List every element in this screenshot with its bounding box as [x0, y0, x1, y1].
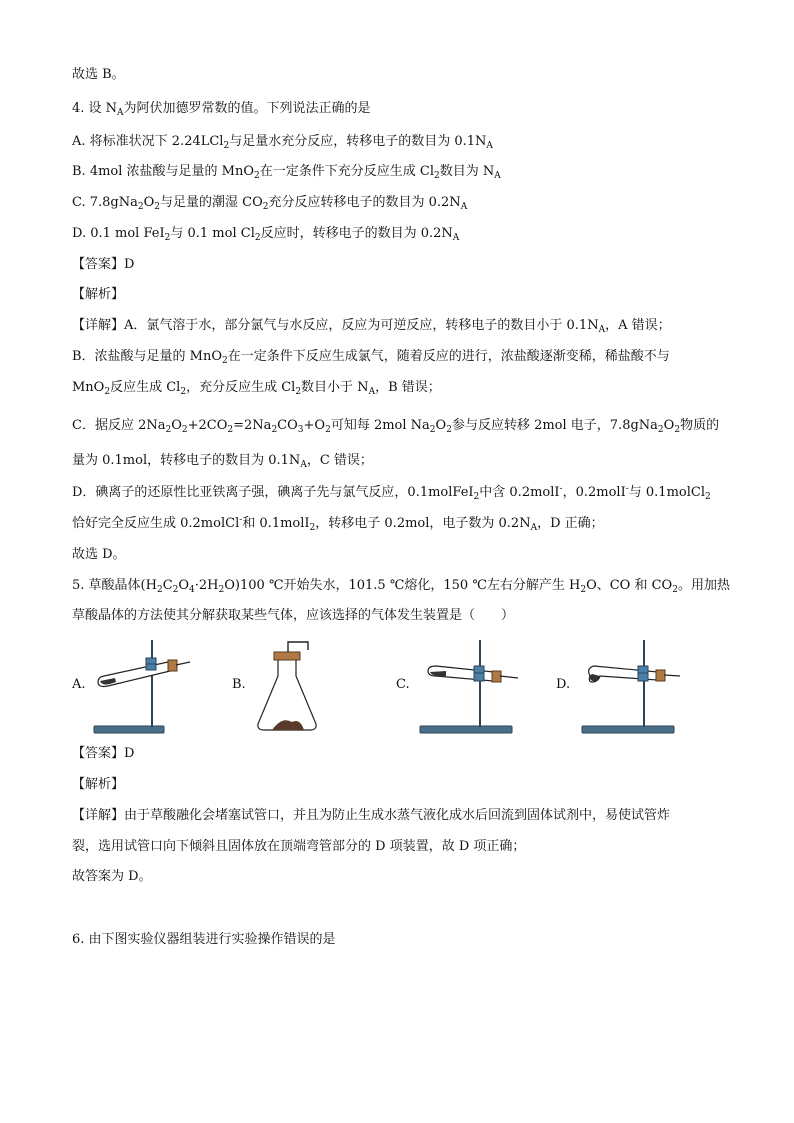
- q5-stem-line1: 5. 草酸晶体$(H_2C_2O_4\cdot 2H_2O)100$ ℃开始失水，101.5 ℃熔化，150 ℃左右分解产生 $H_2O$、CO 和 $CO_2$。用加热: [72, 578, 730, 595]
- q4-stem: 4. 设 $N_A$为阿伏加德罗常数的值。下列说法正确的是: [72, 101, 371, 118]
- q5-detail-line: 裂，选用试管口向下倾斜且固体放在顶端弯管部分的 D 项装置，故 D 项正确；: [72, 839, 526, 854]
- q4-detail-line: 量为 0.1mol，转移电子的数目为 $0.1N_A$，C 错误；: [72, 453, 373, 470]
- q4-analysis-heading: 【解析】: [72, 287, 125, 302]
- q4-option-d: D. 0.1 mol FeI$_2$与 0.1 mol $Cl_2$反应时，转移电子的数目为 $0.2N_A$: [72, 226, 460, 243]
- q4-detail-line: 【详解】A．氯气溶于水，部分氯气与水反应，反应为可逆反应，转移电子的数目小于 $0.1N_A$，A 错误；: [72, 318, 671, 335]
- apparatus-a-icon: [90, 636, 200, 736]
- q5-conclusion: 故答案为 D。: [72, 869, 152, 884]
- q4-option-c: C. $7.8gNa_2O_2$与足量的潮湿 $CO_2$充分反应转移电子的数目为 $0.2N_A$: [72, 195, 468, 212]
- q4-detail-line: 恰好完全反应生成 0.2molCl-和 0.1molI$_2$，转移电子 0.2mol，电子数为 $0.2N_A$，D 正确；: [72, 515, 604, 533]
- q4-option-b: B. 4mol 浓盐酸与足量的 MnO$_2$在一定条件下充分反应生成 $Cl_2$数目为 $N_A$: [72, 164, 501, 181]
- apparatus-d-icon: [578, 636, 688, 736]
- q5-detail-line: 【详解】由于草酸融化会堵塞试管口，并且为防止生成水蒸气液化成水后回流到固体试剂中，易使试管炸: [72, 808, 671, 823]
- q5-option-c-label: C.: [396, 677, 410, 692]
- q5-answer: 【答案】D: [72, 746, 135, 761]
- q4-option-a: A. 将标准状况下 2.24LCl$_2$与足量水充分反应，转移电子的数目为 $0.1N_A$: [72, 134, 493, 151]
- q5-option-b-label: B.: [232, 677, 246, 692]
- prev-conclusion: 故选 B。: [72, 67, 125, 82]
- q4-conclusion: 故选 D。: [72, 547, 126, 562]
- q5-option-d-label: D.: [556, 677, 571, 692]
- q4-detail-line: D．碘离子的还原性比亚铁离子强，碘离子先与氯气反应，0.1molFeI$_2$中含 0.2molI-，0.2molI-与 0.1molCl$_2$: [72, 484, 711, 502]
- q4-detail-line: B．浓盐酸与足量的 MnO$_2$在一定条件下反应生成氯气，随着反应的进行，浓盐酸逐渐变稀，稀盐酸不与: [72, 349, 670, 366]
- q4-answer: 【答案】D: [72, 257, 135, 272]
- apparatus-b-icon: [252, 638, 322, 733]
- q5-analysis-heading: 【解析】: [72, 777, 125, 792]
- q5-option-a-label: A.: [72, 677, 86, 692]
- q6-stem: 6. 由下图实验仪器组装进行实验操作错误的是: [72, 932, 336, 947]
- apparatus-c-icon: [416, 636, 526, 736]
- q4-detail-line: C．据反应 $2Na_2O_2+2CO_2=2Na_2CO_3+O_2$可知每 2mol $Na_2O_2$参与反应转移 2mol 电子，$7.8gNa_2O_2$物质的: [72, 418, 720, 435]
- q5-stem-line2: 草酸晶体的方法使其分解获取某些气体，应该选择的气体发生装置是（ ）: [72, 608, 515, 623]
- q4-detail-line: MnO$_2$反应生成 $Cl_2$，充分反应生成 $Cl_2$数目小于 $N_A$，B 错误；: [72, 380, 441, 397]
